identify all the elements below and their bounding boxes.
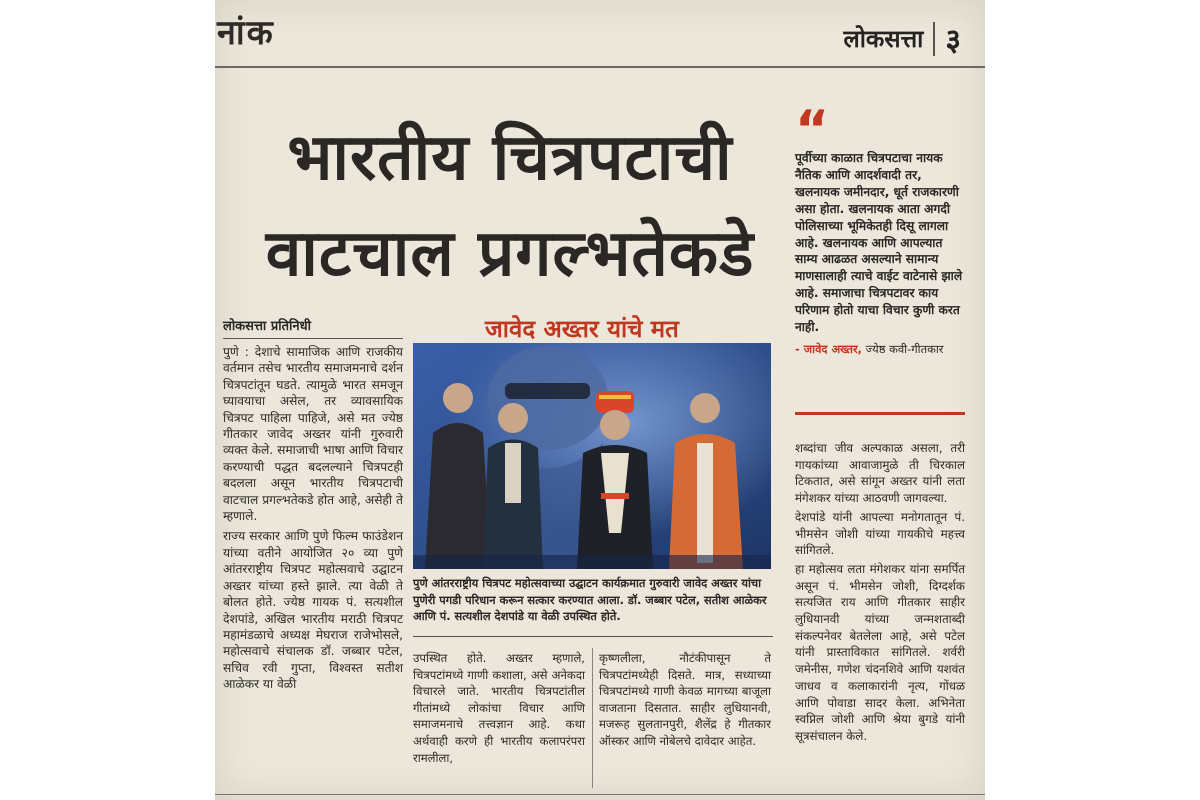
- photo-caption: पुणे आंतरराष्ट्रीय चित्रपट महोत्सवाच्या उद्घाटन कार्यक्रमात गुरुवारी जावेद अख्तर यांचा पुणेरी पगडी परिधान करून सत्कार करण्यात आला. डॉ. जब्बार पटेल, सतीश आळेकर आणि पं. सत्यशील देशपांडे या वेळी उपस्थित होते.: [413, 576, 767, 623]
- pull-quote: [795, 100, 965, 357]
- masthead: [843, 18, 961, 59]
- event-photo: [413, 343, 771, 569]
- stage-photo-illustration: [413, 343, 771, 569]
- newspaper-name: लोकसत्ता: [843, 25, 924, 53]
- byline-rule: [223, 338, 403, 339]
- page-number: ३: [945, 23, 961, 58]
- paragraph: उपस्थित होते. अख्तर म्हणाले, चित्रपटांमध्ये गाणी कशाला, असे अनेकदा विचारले जाते. भारतीय चित्रपटांतील गीतांमध्ये लोकांचा विचार आणि समाजमनाचे तत्त्वज्ञान आहे. कथा अर्थवाही करणे ही भारतीय कलापरंपरा रामलीला,: [413, 651, 585, 765]
- quote-text: पूर्वीच्या काळात चित्रपटाचा नायक नैतिक आणि आदर्शवादी तर, खलनायक जमीनदार, धूर्त राजकारणी असा होता. खलनायक आता अगदी पोलिसाच्या भूमिकेतही दिसू लागला आहे. खलनायक आणि आपल्यात साम्य आढळत असल्याने सामान्य माणसालाही त्याचे वाईट वाटेनासे झाले आहे. समाजाचा चित्रपटावर काय परिणाम होतो याचा विचार कुणी करत नाही.: [795, 151, 963, 335]
- headline-line-1: भारतीय चित्रपटाची: [287, 121, 733, 195]
- masthead-divider: [933, 22, 935, 56]
- article-column-bottom-2: [599, 650, 771, 750]
- article-column-bottom-1: [413, 650, 585, 766]
- article-column-right: [795, 440, 965, 747]
- byline: लोकसत्ता प्रतिनिधी: [223, 319, 311, 334]
- quote-author-role: ज्येष्ठ कवी-गीतकार: [865, 341, 944, 356]
- paragraph: देशपांडे यांनी आपल्या मनोगतातून पं. भीमसेन जोशी यांच्या गायकीचे महत्त्व सांगितले.: [795, 509, 965, 558]
- section-header: नांक: [217, 13, 275, 53]
- column-divider: [592, 648, 593, 788]
- article-column-left: [223, 344, 403, 697]
- quote-mark-icon: “: [795, 100, 830, 160]
- paragraph: पुणे : देशाचे सामाजिक आणि राजकीय वर्तमान तसेच भारतीय समाजमनाचे दर्शन चित्रपटांतून घडते. त्यामुळे भारत समजून घ्यावयाचा असेल, तर व्यावसायिक चित्रपट पाहिला पाहिजे, असे मत ज्येष्ठ गीतकार जावेद अख्तर यांनी गुरुवारी व्यक्त केले. समाजाची भाषा आणि विचार करण्याची पद्धत बदलल्याने चित्रपटही बदलला असून भारतीय चित्रपटाची वाटचाल प्रगल्भतेकडे होत आहे, असेही ते म्हणाले.: [223, 345, 403, 524]
- headline-line-2: वाटचाल प्रगल्भतेकडे: [265, 217, 755, 291]
- bottom-rule: [215, 794, 985, 795]
- top-rule: [215, 66, 985, 68]
- subheadline: जावेद अख्तर यांचे मत: [485, 315, 679, 343]
- paragraph: राज्य सरकार आणि पुणे फिल्म फाउंडेशन यांच्या वतीने आयोजित २० व्या पुणे आंतरराष्ट्रीय चित्रपट महोत्सवाचे उद्घाटन अख्तर यांच्या हस्ते झाले. त्या वेळी ते बोलत होते. ज्येष्ठ गायक पं. सत्यशील देशपांडे, अखिल भारतीय मराठी चित्रपट महामंडळाचे अध्यक्ष मेघराज राजेभोसले, महोत्सवाचे संचालक डॉ. जब्बार पटेल, सचिव रवी गुप्ता, विश्वस्त सतीश आळेकर या वेळी: [223, 529, 403, 692]
- quote-rule: [795, 412, 965, 415]
- paragraph: कृष्णलीला, नौटंकीपासून ते चित्रपटांमध्येही दिसते. मात्र, सध्याच्या चित्रपटांमध्ये गाणी केवळ मागच्या बाजूला वाजताना दिसतात. साहीर लुधियानवी, मजरूह सुलतानपुरी, शैलेंद्र हे गीतकार ऑस्कर आणि नोबेलचे दावेदार आहेत.: [599, 651, 771, 748]
- headline: [225, 110, 795, 302]
- caption-rule: [413, 636, 773, 637]
- quote-author: - जावेद अख्तर,: [795, 341, 862, 356]
- quote-attribution: [795, 342, 965, 357]
- newspaper-page: [215, 0, 985, 800]
- paragraph: हा महोत्सव लता मंगेशकर यांना समर्पित असून पं. भीमसेन जोशी, दिग्दर्शक सत्यजित राय आणि गीतकार साहीर लुधियानवी यांच्या जन्मशताब्दी संकल्पनेवर बेतलेला आहे, असे पटेल यांनी प्रास्ताविकात सांगितले. शर्वरी जमेनीस, गणेश चंदनशिवे आणि यशवंत जाधव व कलाकारांनी नृत्य, गोंधळ आणि पोवाडा सादर केला. अभिनेता स्वप्निल जोशी आणि श्रेया बुगडे यांनी सूत्रसंचालन केले.: [795, 561, 965, 743]
- paragraph: शब्दांचा जीव अल्पकाळ असला, तरी गायकांच्या आवाजामुळे ती चिरकाल टिकतात, असे सांगून अख्तर यांनी लता मंगेशकर यांच्या आठवणी जागवल्या.: [795, 441, 965, 506]
